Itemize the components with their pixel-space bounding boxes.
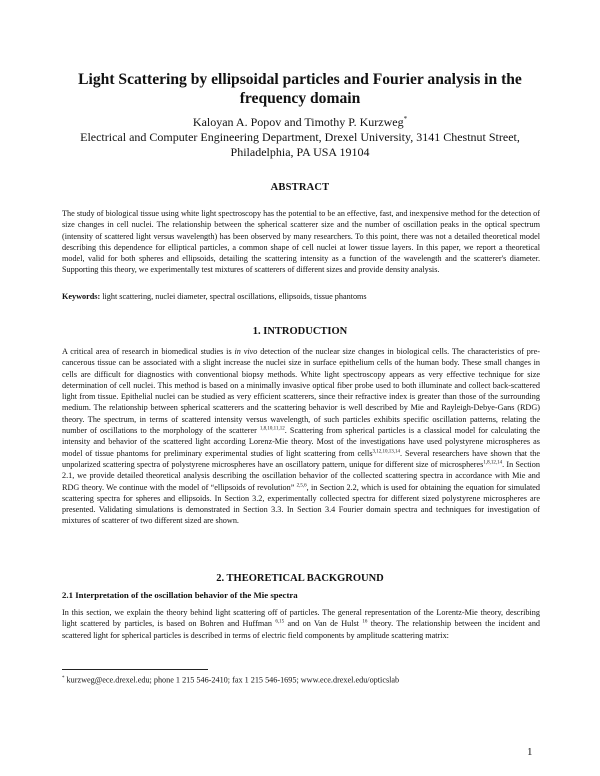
page-number: 1 (527, 746, 533, 758)
introduction-paragraph (62, 346, 540, 527)
footnote (62, 673, 399, 686)
section-heading-theoretical-background: 2. THEORETICAL BACKGROUND (216, 573, 384, 584)
author-names-text: Kaloyan A. Popov and Timothy P. Kurzweg (192, 115, 404, 129)
affiliation-line-1: Electrical and Computer Engineering Department, Drexel University, 3141 Chestnut Street, (80, 130, 520, 144)
footnote-text: kurzweg@ece.drexel.edu; phone 1 215 546-2410; fax 1 215 546-1695; www.ece.drexel.edu/opticslab (64, 675, 400, 685)
citation-ref: 2,5,6 (296, 482, 307, 488)
intro-text-part-3: . Scattering from spherical particles is a classical model for calculating the intensity and behavior of the scattered light according Lorenz-Mie theory. Most of the investigations have used polystyrene microspheres as model of tissue phantoms for preliminary experimental studies of light scattering from cells (62, 426, 540, 458)
section-2-1-paragraph (62, 607, 540, 641)
section-heading-introduction: 1. INTRODUCTION (252, 326, 348, 337)
citation-ref: 16 (362, 619, 368, 625)
affiliation-line-2: Philadelphia, PA USA 19104 (230, 145, 370, 159)
author-block (60, 115, 540, 160)
author-names (60, 115, 540, 130)
citation-ref: 3,12,10,13,14 (372, 448, 400, 454)
keywords-label: Keywords: (62, 292, 101, 301)
intro-text-italic: in vivo (234, 347, 258, 356)
citation-ref: 6,15 (275, 619, 285, 625)
paper-title: Light Scattering by ellipsoidal particles and Fourier analysis in the frequency domain (78, 71, 522, 107)
sec21-text-part-3: theory. The relationship between the incident and scattered light for spherical particles is described in terms of electric field components by amplitude scattering matrix: (62, 619, 541, 640)
intro-text-part-1: A critical area of research in biomedical studies is (62, 347, 235, 356)
intro-text-part-6: , in Section 2.2, which is used for obtaining the equation for simulated scattering spectra for spheres and ellipsoids. In Section 3.2, experimentally collected spectra for different sized polystyrene microspheres are presented. Validating simulations is demonstrated in Section 3.3. In Section 3.4 Fourier domain spectra and techniques for investigation of mixtures of scatterer of two different sized are shown. (62, 482, 540, 526)
author-footnote-marker: * (403, 115, 408, 123)
footnote-marker: * (62, 676, 65, 681)
abstract-text: The study of biological tissue using white light spectroscopy has the potential to be an effective, fast, and inexpensive method for the detection of size changes in cell nuclei. The relationship between the spherical scatterer size and the number of oscillation peaks in the optical spectrum (intensity of scattered light versus wavelength) has been observed by many researchers. To this point, there was not a detailed theoretical model describing this dependence for elliptical particles, a common shape of cell nuclei at lower tissue layers. In this paper, we report a theoretical model, valid for both spheres and ellipsoids, detailing the scattering intensity as a function of the wavelength and the scatterer's diameter. Supporting this theory, we experimentally test mixtures of scatterers of different sizes and provide density analysis. (62, 209, 540, 275)
footnote-divider (62, 669, 208, 670)
citation-ref: 1,8,12,14 (483, 460, 503, 466)
citation-ref: 1,8,10,11,12 (259, 426, 285, 432)
keywords-text: light scattering, nuclei diameter, spectral oscillations, ellipsoids, tissue phantoms (100, 292, 367, 301)
sec21-text-part-2: and on Van de Hulst (284, 619, 363, 629)
intro-text-part-4: . Several researchers have shown that the unpolarized scattering spectra of polystyrene microspheres have an oscillatory pattern, unique for different size of microspheres (62, 448, 540, 469)
intro-text-part-5: . In Section 2.1, we provide detailed theoretical analysis describing the oscillation behavior of the collected scattering spectra in accordance with Mie and RDG theory. We continue with the model of “ellipsoids of revolution” (62, 459, 540, 492)
abstract-heading: ABSTRACT (270, 182, 330, 193)
subsection-heading-2-1: 2.1 Interpretation of the oscillation behavior of the Mie spectra (62, 590, 298, 600)
intro-text-part-2: detection of the nuclear size changes in biological cells. The characteristics of pre-cancerous tissue can be associated with a slight increase the nuclei size in surface epithelium cells of the human body. These small changes in cells are difficult for diagnostics with conventional biopsy methods. White light spectroscopy appears as very effective technique for size determination of cell nuclei. This method is based on a minimally invasive optical fiber probe used to both illuminate and collect back-scattered light from tissue. Epithelial nuclei can be studied as very efficient scatterers, since their refractive index is greater than those of the surrounding medium. The relationship between spherical scatterers and the scattering behavior is well described by Mie and Rayleigh-Debye-Gans (RDG) theory. The spectrum, in terms of scattered intensity versus wavelength, of such particles exhibits specific oscillation patterns, relating the number of oscillations to the morphology of the scatterer (62, 347, 540, 436)
keywords (62, 291, 540, 302)
sec21-text-part-1: In this section, we explain the theory behind light scattering off of particles. The general representation of the Lorentz-Mie theory, describing light scattered by particles, is based on Bohren and Huffman (62, 608, 540, 629)
